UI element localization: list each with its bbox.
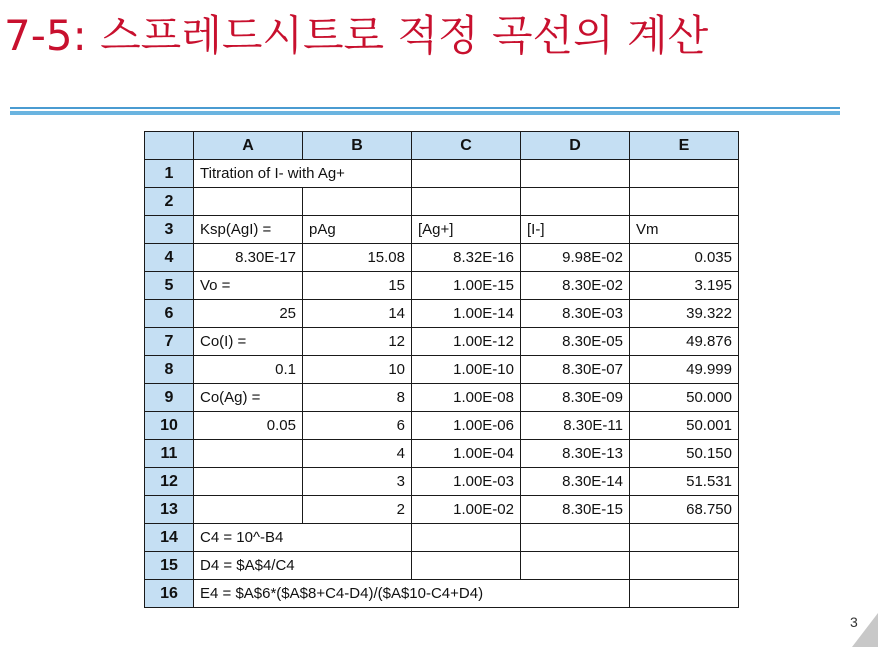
row-header[interactable]: 15 (145, 552, 194, 580)
spreadsheet-table (144, 131, 739, 608)
table-row (145, 328, 739, 356)
table-row (145, 496, 739, 524)
cell-a[interactable]: Ksp(AgI) = (194, 216, 303, 244)
cell-a[interactable]: 0.05 (194, 412, 303, 440)
table-row (145, 300, 739, 328)
cell-d[interactable]: 8.30E-02 (521, 272, 630, 300)
cell-c[interactable]: [Ag+] (412, 216, 521, 244)
table-row (145, 188, 739, 216)
page-corner (846, 612, 878, 647)
table-row (145, 440, 739, 468)
cell-c[interactable]: 1.00E-15 (412, 272, 521, 300)
row-header[interactable]: 9 (145, 384, 194, 412)
cell-e[interactable] (630, 552, 739, 580)
cell-b[interactable]: 4 (303, 440, 412, 468)
row-header[interactable]: 10 (145, 412, 194, 440)
table-row (145, 468, 739, 496)
table-row (145, 160, 739, 188)
cell-e[interactable] (630, 160, 739, 188)
table-row (145, 384, 739, 412)
cell-b[interactable]: 8 (303, 384, 412, 412)
cell-d[interactable] (521, 188, 630, 216)
cell-c[interactable]: 1.00E-06 (412, 412, 521, 440)
row-header[interactable]: 8 (145, 356, 194, 384)
cell-c[interactable] (412, 188, 521, 216)
cell-b[interactable]: 15 (303, 272, 412, 300)
cell-b[interactable]: 10 (303, 356, 412, 384)
cell-c[interactable]: 1.00E-02 (412, 496, 521, 524)
row-header[interactable]: 6 (145, 300, 194, 328)
column-header-b[interactable]: B (303, 132, 412, 160)
cell-b[interactable]: 12 (303, 328, 412, 356)
row-header[interactable]: 1 (145, 160, 194, 188)
title-divider-thin (10, 107, 840, 109)
column-header-a[interactable]: A (194, 132, 303, 160)
row-header[interactable]: 3 (145, 216, 194, 244)
cell-a[interactable] (194, 188, 303, 216)
cell-c[interactable]: 1.00E-14 (412, 300, 521, 328)
table-row (145, 524, 739, 552)
cell-b[interactable]: 14 (303, 300, 412, 328)
cell-a[interactable]: 25 (194, 300, 303, 328)
cell-a[interactable]: D4 = $A$4/C4 (194, 552, 412, 580)
table-row (145, 244, 739, 272)
cell-a[interactable]: Titration of I- with Ag+ (194, 160, 412, 188)
cell-a[interactable]: Vo = (194, 272, 303, 300)
cell-e[interactable]: Vm (630, 216, 739, 244)
table-row (145, 216, 739, 244)
row-header[interactable]: 13 (145, 496, 194, 524)
cell-e[interactable]: 51.531 (630, 468, 739, 496)
cell-b[interactable] (303, 188, 412, 216)
corner-cell[interactable] (145, 132, 194, 160)
cell-d[interactable]: 8.30E-14 (521, 468, 630, 496)
cell-e[interactable]: 50.150 (630, 440, 739, 468)
cell-a[interactable]: Co(I) = (194, 328, 303, 356)
cell-d[interactable] (521, 552, 630, 580)
cell-c[interactable] (412, 524, 521, 552)
cell-b[interactable]: 3 (303, 468, 412, 496)
cell-a[interactable] (194, 440, 303, 468)
cell-a[interactable] (194, 468, 303, 496)
slide-title: 7-5: 스프레드시트로 적정 곡선의 계산 (4, 11, 709, 60)
row-header[interactable]: 7 (145, 328, 194, 356)
row-header[interactable]: 2 (145, 188, 194, 216)
cell-d[interactable]: 9.98E-02 (521, 244, 630, 272)
page-number: 3 (850, 614, 858, 630)
cell-a[interactable]: E4 = $A$6*($A$8+C4-D4)/($A$10-C4+D4) (194, 580, 630, 608)
column-header-row (145, 132, 739, 160)
cell-b[interactable]: 15.08 (303, 244, 412, 272)
column-header-e[interactable]: E (630, 132, 739, 160)
cell-c[interactable] (412, 552, 521, 580)
cell-d[interactable]: 8.30E-03 (521, 300, 630, 328)
cell-c[interactable] (412, 160, 521, 188)
cell-a[interactable]: 0.1 (194, 356, 303, 384)
table-row (145, 272, 739, 300)
cell-c[interactable]: 1.00E-12 (412, 328, 521, 356)
cell-e[interactable]: 0.035 (630, 244, 739, 272)
cell-a[interactable] (194, 496, 303, 524)
cell-d[interactable] (521, 524, 630, 552)
cell-e[interactable]: 49.876 (630, 328, 739, 356)
cell-d[interactable]: 8.30E-05 (521, 328, 630, 356)
row-header[interactable]: 14 (145, 524, 194, 552)
cell-c[interactable]: 8.32E-16 (412, 244, 521, 272)
cell-e[interactable]: 3.195 (630, 272, 739, 300)
cell-c[interactable]: 1.00E-04 (412, 440, 521, 468)
cell-d[interactable]: 8.30E-15 (521, 496, 630, 524)
cell-d[interactable]: 8.30E-13 (521, 440, 630, 468)
cell-a[interactable]: C4 = 10^-B4 (194, 524, 412, 552)
cell-e[interactable]: 39.322 (630, 300, 739, 328)
row-header[interactable]: 11 (145, 440, 194, 468)
cell-c[interactable]: 1.00E-03 (412, 468, 521, 496)
cell-b[interactable]: pAg (303, 216, 412, 244)
table-row (145, 412, 739, 440)
cell-b[interactable]: 6 (303, 412, 412, 440)
cell-d[interactable] (521, 160, 630, 188)
cell-e[interactable] (630, 188, 739, 216)
cell-d[interactable]: 8.30E-11 (521, 412, 630, 440)
row-header[interactable]: 5 (145, 272, 194, 300)
row-header[interactable]: 4 (145, 244, 194, 272)
cell-c[interactable]: 1.00E-10 (412, 356, 521, 384)
cell-e[interactable]: 68.750 (630, 496, 739, 524)
table-row (145, 356, 739, 384)
cell-d[interactable]: [I-] (521, 216, 630, 244)
column-header-c[interactable]: C (412, 132, 521, 160)
cell-d[interactable]: 8.30E-07 (521, 356, 630, 384)
cell-b[interactable]: 2 (303, 496, 412, 524)
cell-e[interactable] (630, 580, 739, 608)
cell-a[interactable]: 8.30E-17 (194, 244, 303, 272)
row-header[interactable]: 16 (145, 580, 194, 608)
cell-e[interactable]: 50.001 (630, 412, 739, 440)
cell-d[interactable]: 8.30E-09 (521, 384, 630, 412)
cell-e[interactable]: 50.000 (630, 384, 739, 412)
table-row (145, 580, 739, 608)
table-row (145, 552, 739, 580)
cell-a[interactable]: Co(Ag) = (194, 384, 303, 412)
row-header[interactable]: 12 (145, 468, 194, 496)
cell-e[interactable] (630, 524, 739, 552)
cell-e[interactable]: 49.999 (630, 356, 739, 384)
title-divider-thick (10, 111, 840, 115)
cell-c[interactable]: 1.00E-08 (412, 384, 521, 412)
column-header-d[interactable]: D (521, 132, 630, 160)
